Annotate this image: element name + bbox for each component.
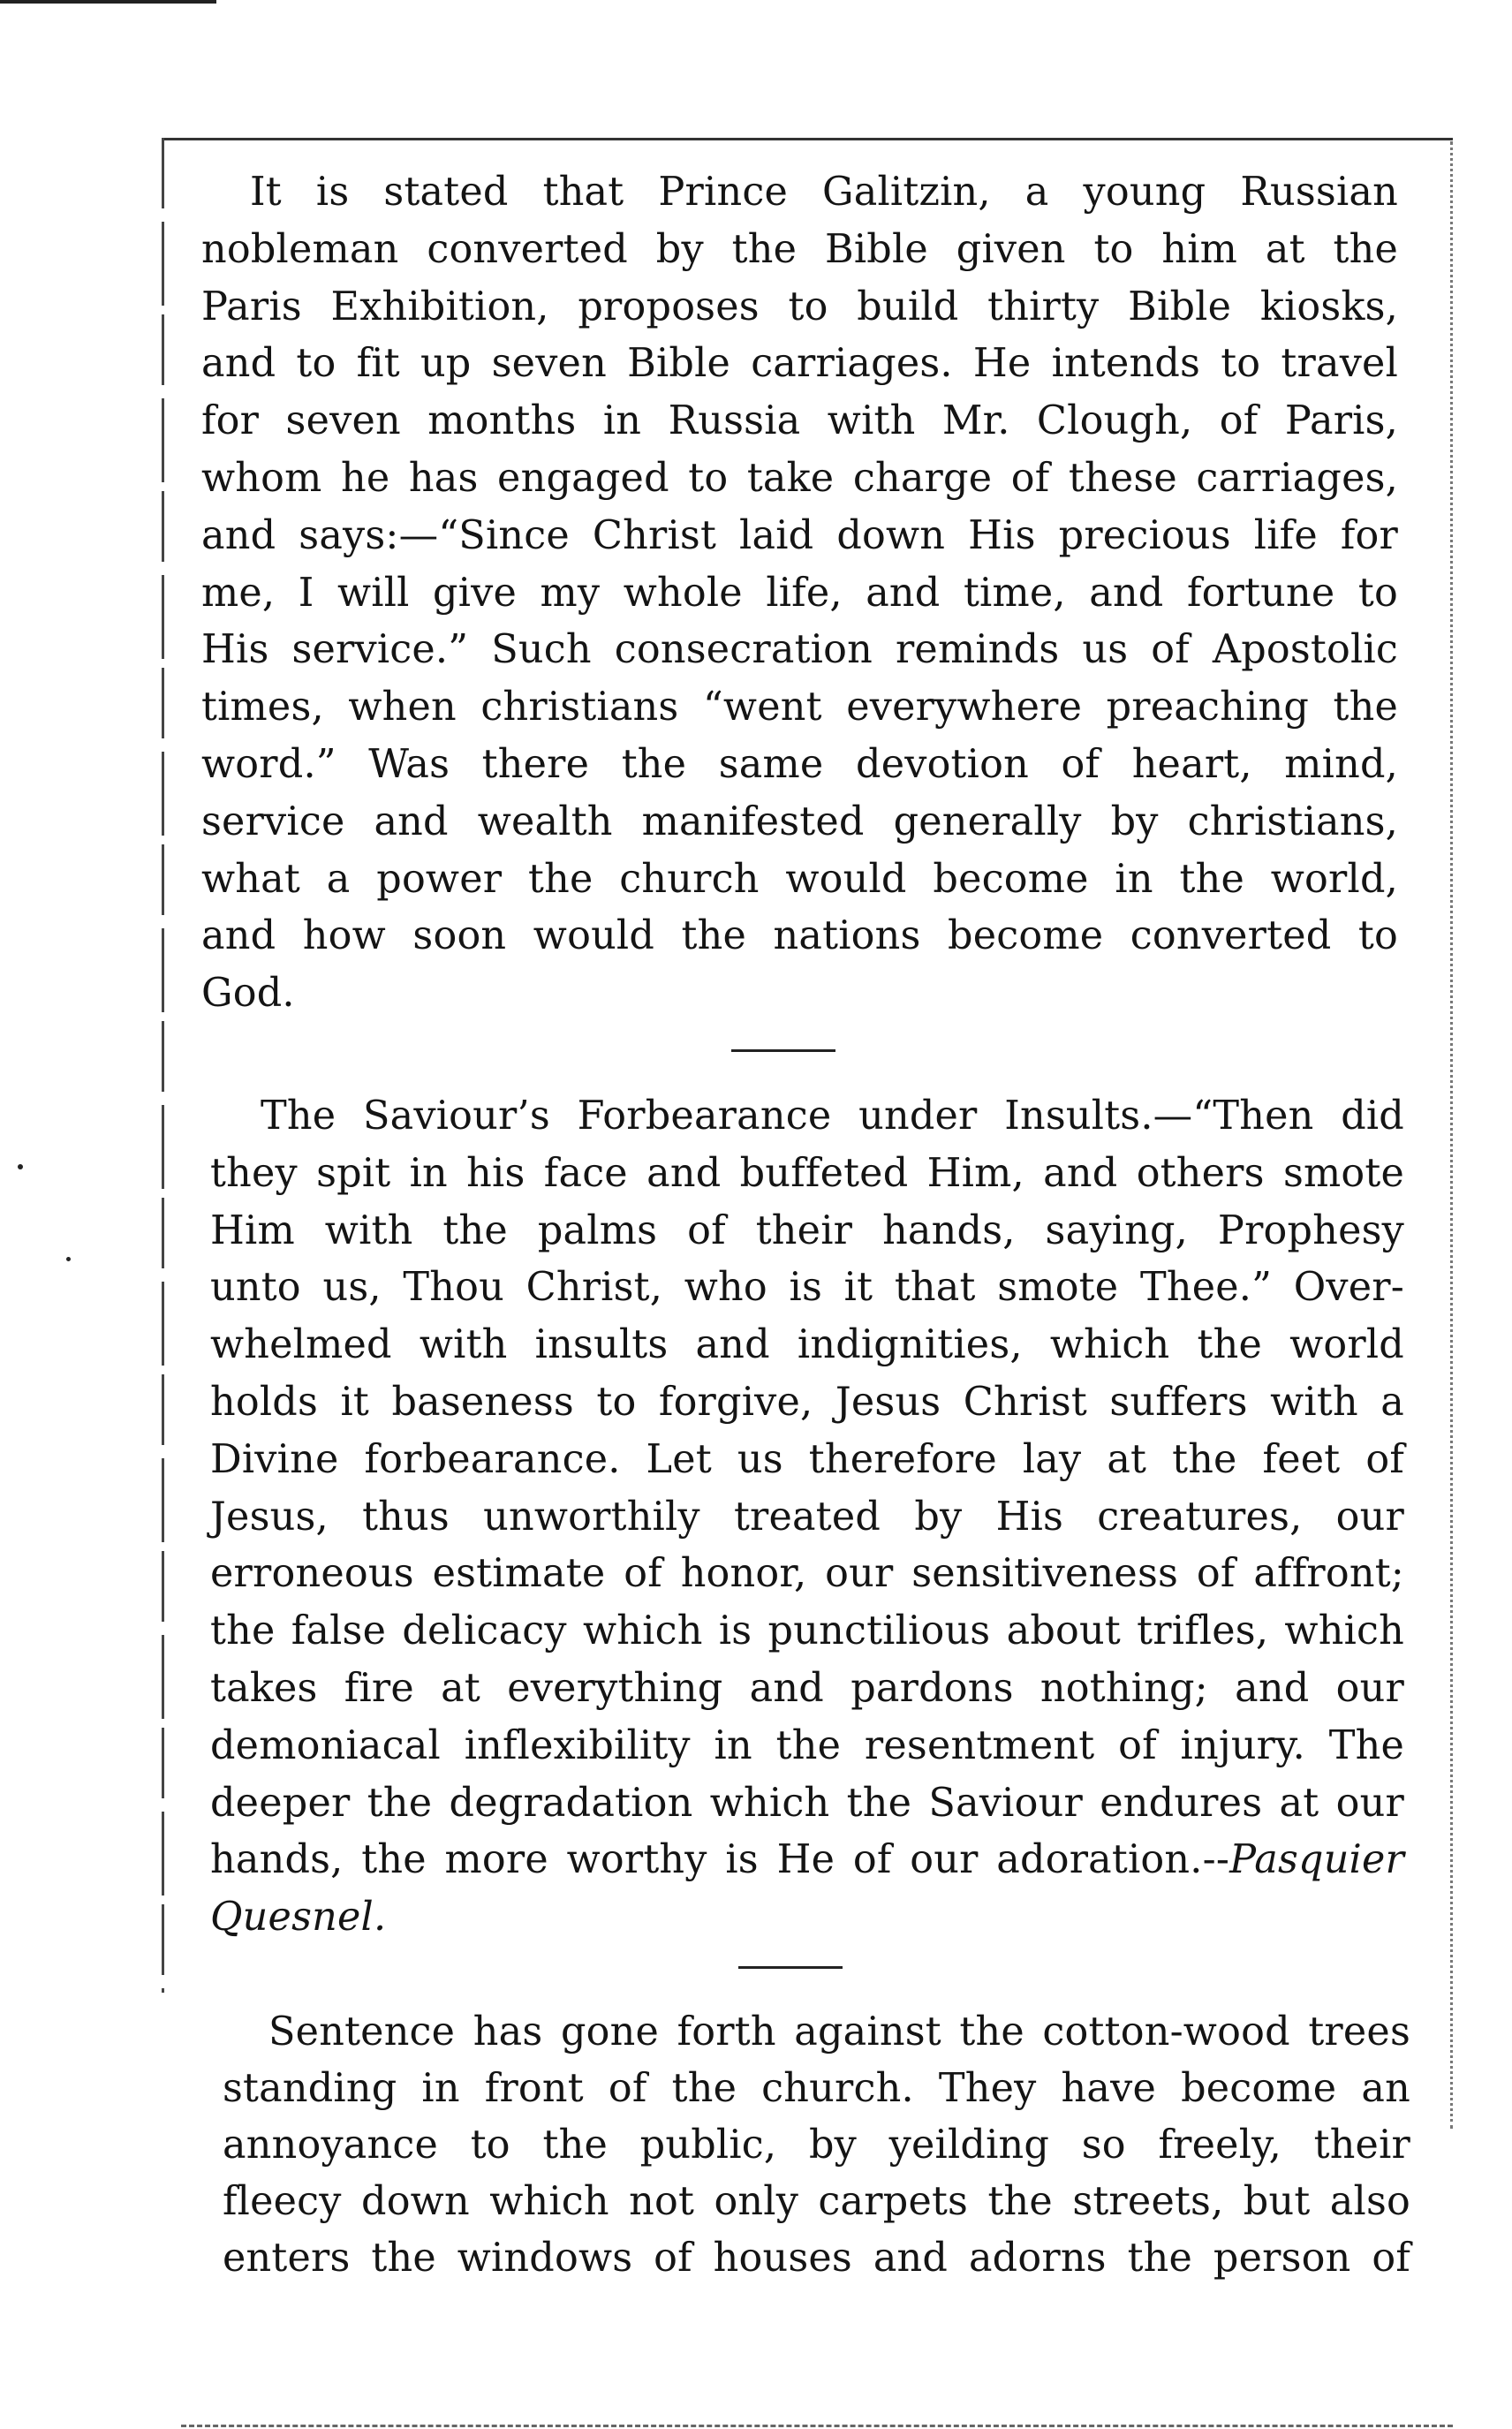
- ink-speck: [66, 1257, 71, 1261]
- text-line: annoyance to the public, by yeilding so freely, their: [223, 2123, 1410, 2168]
- text-line: [210, 1832, 1404, 1889]
- section-separator: [738, 1966, 843, 1969]
- text-line: unto us, Thou Christ, who is it that smote Thee.” Over-: [210, 1265, 1404, 1311]
- frame-left-rule: [162, 138, 164, 1993]
- author-name: Quesnel.: [210, 1895, 387, 1941]
- text-line: Sentence has gone forth against the cotton-wood trees: [268, 2009, 1410, 2054]
- text-line: times, when christians “went everywhere preaching the: [201, 685, 1398, 730]
- text-line: fleecy down which not only carpets the streets, but also: [223, 2179, 1410, 2224]
- text-line: and says:—“Since Christ laid down His precious life for: [201, 512, 1398, 558]
- text-line: me, I will give my whole life, and time, and fortune to: [201, 570, 1398, 616]
- text-line: word.” Was there the same devotion of heart, mind,: [201, 741, 1398, 787]
- text-line: they spit in his face and buffeted Him, and others smote: [210, 1150, 1404, 1196]
- text-line: what a power the church would become in the world,: [201, 856, 1398, 902]
- text-line: Him with the palms of their hands, saying, Prophesy: [210, 1207, 1404, 1253]
- frame-top-rule: [163, 138, 1453, 140]
- text-line: It is stated that Prince Galitzin, a young Russian: [250, 170, 1398, 215]
- frame-right-rule: [1450, 141, 1453, 2129]
- text-line-body: hands, the more worthy is He of our adoration.--: [210, 1837, 1230, 1883]
- text-line: the false delicacy which is punctilious about trifles, which: [210, 1608, 1404, 1654]
- text-line: Jesus, thus unworthily treated by His creatures, our: [210, 1494, 1404, 1540]
- text-line: whom he has engaged to take charge of these carriages,: [201, 455, 1398, 501]
- frame-bottom-rule: [181, 2425, 1453, 2427]
- text-line: Divine forbearance. Let us therefore lay at the feet of: [210, 1436, 1404, 1482]
- text-line: His service.” Such consecration reminds us of Apostolic: [201, 627, 1398, 673]
- text-line: nobleman converted by the Bible given to him at the: [201, 226, 1398, 272]
- section-separator: [731, 1049, 835, 1052]
- text-line: for seven months in Russia with Mr. Clough, of Paris,: [201, 398, 1398, 444]
- text-line: service and wealth manifested generally by christians,: [201, 798, 1398, 844]
- text-line: The Saviour’s Forbearance under Insults.—“Then did: [261, 1093, 1404, 1139]
- author-name: Pasquier: [1229, 1837, 1404, 1883]
- text-line: Paris Exhibition, proposes to build thirty Bible kiosks,: [201, 284, 1398, 329]
- text-line: demoniacal inflexibility in the resentment of injury. The: [210, 1722, 1404, 1768]
- paragraph-forbearance: [210, 1088, 1404, 1947]
- ink-speck: [18, 1164, 23, 1169]
- paragraph-cotton-wood: [223, 2004, 1410, 2287]
- text-line: and how soon would the nations become converted to: [201, 913, 1398, 959]
- text-line: and to fit up seven Bible carriages. He intends to travel: [201, 341, 1398, 387]
- text-line: takes fire at everything and pardons nothing; and our: [210, 1665, 1404, 1711]
- text-line: holds it baseness to forgive, Jesus Christ suffers with a: [210, 1379, 1404, 1425]
- text-line: standing in front of the church. They have become an: [223, 2066, 1410, 2111]
- text-line: deeper the degradation which the Saviour endures at our: [210, 1780, 1404, 1826]
- text-line: enters the windows of houses and adorns the person of: [223, 2236, 1410, 2281]
- text-line: God.: [201, 971, 295, 1017]
- top-edge-rule: [0, 0, 216, 4]
- paragraph-galitzin: [201, 164, 1398, 1023]
- text-line: whelmed with insults and indignities, which the world: [210, 1322, 1404, 1368]
- text-line: erroneous estimate of honor, our sensitiveness of affront;: [210, 1551, 1404, 1597]
